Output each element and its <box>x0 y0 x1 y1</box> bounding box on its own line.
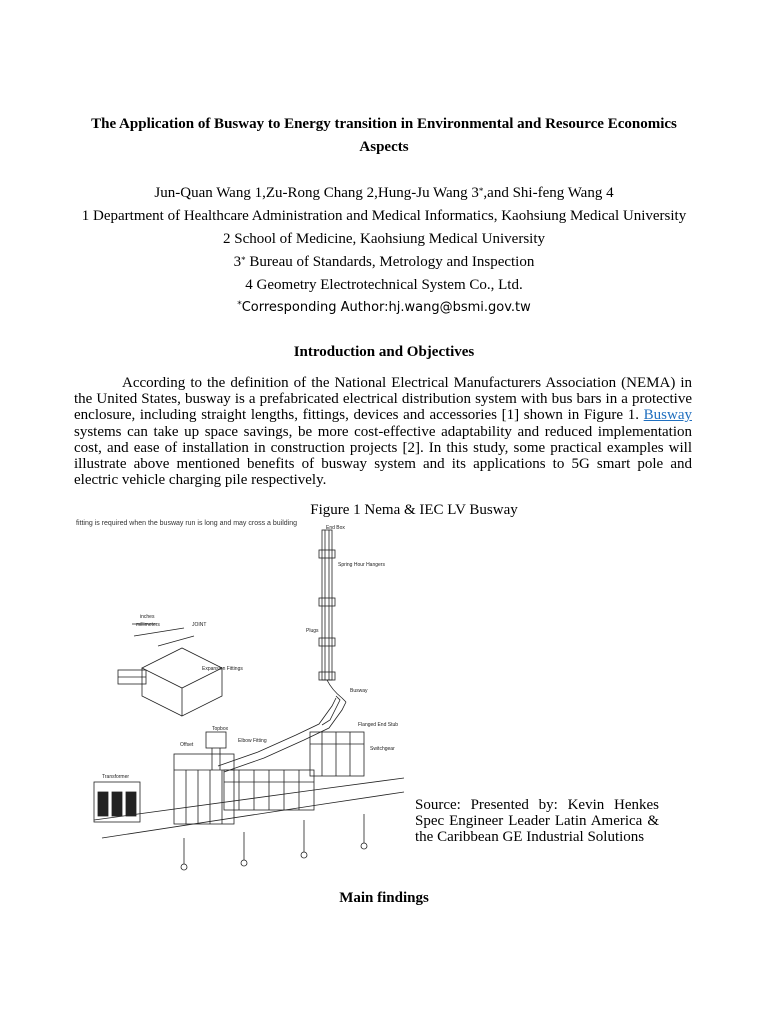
label-offset: Offset <box>180 742 194 748</box>
affiliation-1: 1 Department of Healthcare Administration and Medical Informatics, Kaohsiung Medical University <box>81 208 687 224</box>
label-switchgear: Switchgear <box>370 746 395 752</box>
label-millimeters: millimeters <box>136 622 160 628</box>
author-list <box>0 182 768 205</box>
label-end-box: End Box <box>326 525 345 531</box>
section-heading-main: Main findings <box>339 890 429 906</box>
label-expansion: Expansion Fittings <box>202 666 243 672</box>
intro-paragraph <box>74 375 692 488</box>
label-inches: inches <box>140 614 155 620</box>
intro-text-before-link: According to the definition of the National Electrical Manufacturers Association (NEMA) in the United States, busway is a prefabricated electrical distribution system with bus bars in a protective enclosure, including straight lengths, fittings, devices and accessories [1] shown in Figure 1. <box>74 375 692 424</box>
label-plugs: Plugs <box>306 628 319 634</box>
section-heading-intro: Introduction and Objectives <box>293 344 475 360</box>
busway-link[interactable]: Busway <box>643 407 692 424</box>
corresponding-star: * <box>237 300 242 310</box>
busway-diagram <box>74 520 414 876</box>
label-spring-hangers: Spring Hour Hangers <box>338 562 385 568</box>
label-topbox: Topbox <box>212 726 229 732</box>
affiliation-3 <box>0 251 768 274</box>
authors-part-2: ,and Shi-feng Wang 4 <box>483 185 614 201</box>
corresponding-author <box>0 296 768 319</box>
label-busway: Busway <box>350 688 368 694</box>
affiliation-3-text: Bureau of Standards, Metrology and Inspection <box>245 254 535 270</box>
author-star: * <box>478 186 484 196</box>
affiliation-3-number: 3 <box>233 254 242 270</box>
title-line-1: The Application of Busway to Energy transition in Environmental and Resource Economics <box>91 116 677 132</box>
label-flanged-end: Flanged End Stub <box>358 722 399 728</box>
intro-text-after-link: systems can take up space savings, be more cost-effective adaptability and reduced implementation cost, and ease of installation in construction projects [2]. In this study, some practical examples will illustrate above mentioned benefits of busway system and its applications to 5G smart pole and electric vehicle charging pile respectively. <box>74 423 692 489</box>
title-line-2: Aspects <box>359 139 409 155</box>
corresponding-text: Corresponding Author:hj.wang@bsmi.gov.tw <box>241 300 531 315</box>
affiliation-2: 2 School of Medicine, Kaohsiung Medical University <box>222 231 546 247</box>
figure-source: Source: Presented by: Kevin Henkes Spec Engineer Leader Latin America & the Caribbean GE Industrial Solutions <box>415 797 659 845</box>
affiliation-3-star: * <box>241 255 246 265</box>
affiliation-4: 4 Geometry Electrotechnical System Co., Ltd. <box>245 277 523 293</box>
label-joint: JOINT <box>192 622 207 628</box>
authors-part-1: Jun-Quan Wang 1,Zu-Rong Chang 2,Hung-Ju Wang 3 <box>154 185 479 201</box>
figure-note: fitting is required when the busway run is long and may cross a building <box>76 520 298 527</box>
figure-caption: Figure 1 Nema & IEC LV Busway <box>310 502 518 518</box>
label-transformer: Transformer <box>102 774 130 780</box>
paper-title <box>0 113 768 159</box>
label-elbow: Elbow Fitting <box>238 738 267 744</box>
